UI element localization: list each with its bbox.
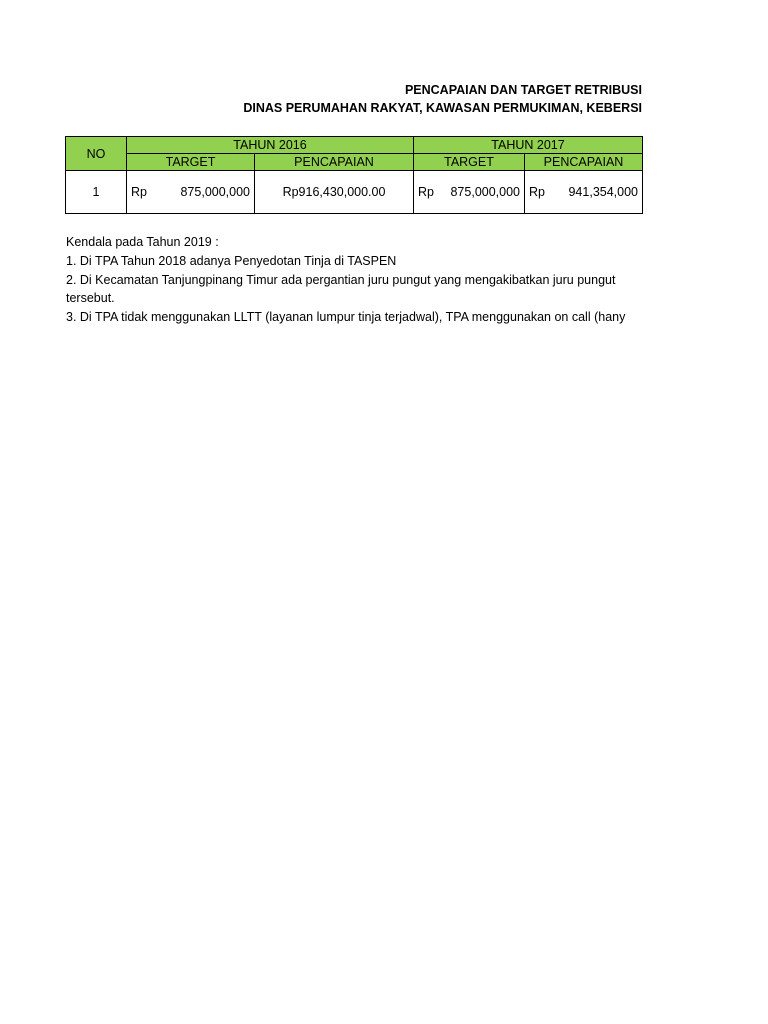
note-item-2-continued: tersebut.	[66, 291, 115, 306]
sub-header-row	[66, 154, 643, 171]
currency-label: Rp	[418, 185, 434, 199]
column-header-year-2017: TAHUN 2017	[414, 137, 643, 154]
amount-value: 875,000,000	[180, 185, 250, 199]
retribution-table	[65, 136, 643, 214]
notes-heading: Kendala pada Tahun 2019 :	[66, 235, 219, 249]
note-item-2: 2. Di Kecamatan Tanjungpinang Timur ada pergantian juru pungut yang mengakibatkan juru pungut	[66, 272, 616, 287]
report-subtitle: DINAS PERUMAHAN RAKYAT, KAWASAN PERMUKIMAN, KEBERSI	[243, 101, 642, 115]
column-header-target-2017: TARGET	[414, 154, 525, 171]
column-header-no: NO	[66, 137, 127, 171]
note-item-1: 1. Di TPA Tahun 2018 adanya Penyedotan Tinja di TASPEN	[66, 253, 397, 268]
column-header-year-2016: TAHUN 2016	[127, 137, 414, 154]
column-header-pencapaian-2017: PENCAPAIAN	[525, 154, 643, 171]
column-header-target-2016: TARGET	[127, 154, 255, 171]
year-header-row	[66, 137, 643, 154]
pencapaian-2017-cell	[525, 171, 643, 214]
column-header-pencapaian-2016: PENCAPAIAN	[255, 154, 414, 171]
table-row	[66, 171, 643, 214]
target-2016-cell	[127, 171, 255, 214]
report-title: PENCAPAIAN DAN TARGET RETRIBUSI	[404, 83, 642, 97]
currency-label: Rp	[529, 185, 545, 199]
amount-value: 941,354,000	[568, 185, 638, 199]
note-item-3: 3. Di TPA tidak menggunakan LLTT (layanan lumpur tinja terjadwal), TPA menggunakan on call (hany	[66, 310, 626, 325]
target-2017-cell	[414, 171, 525, 214]
row-number: 1	[66, 171, 127, 214]
pencapaian-2016-cell: Rp916,430,000.00	[255, 171, 414, 214]
currency-label: Rp	[131, 185, 147, 199]
amount-value: 875,000,000	[450, 185, 520, 199]
constraints-notes	[66, 233, 642, 327]
